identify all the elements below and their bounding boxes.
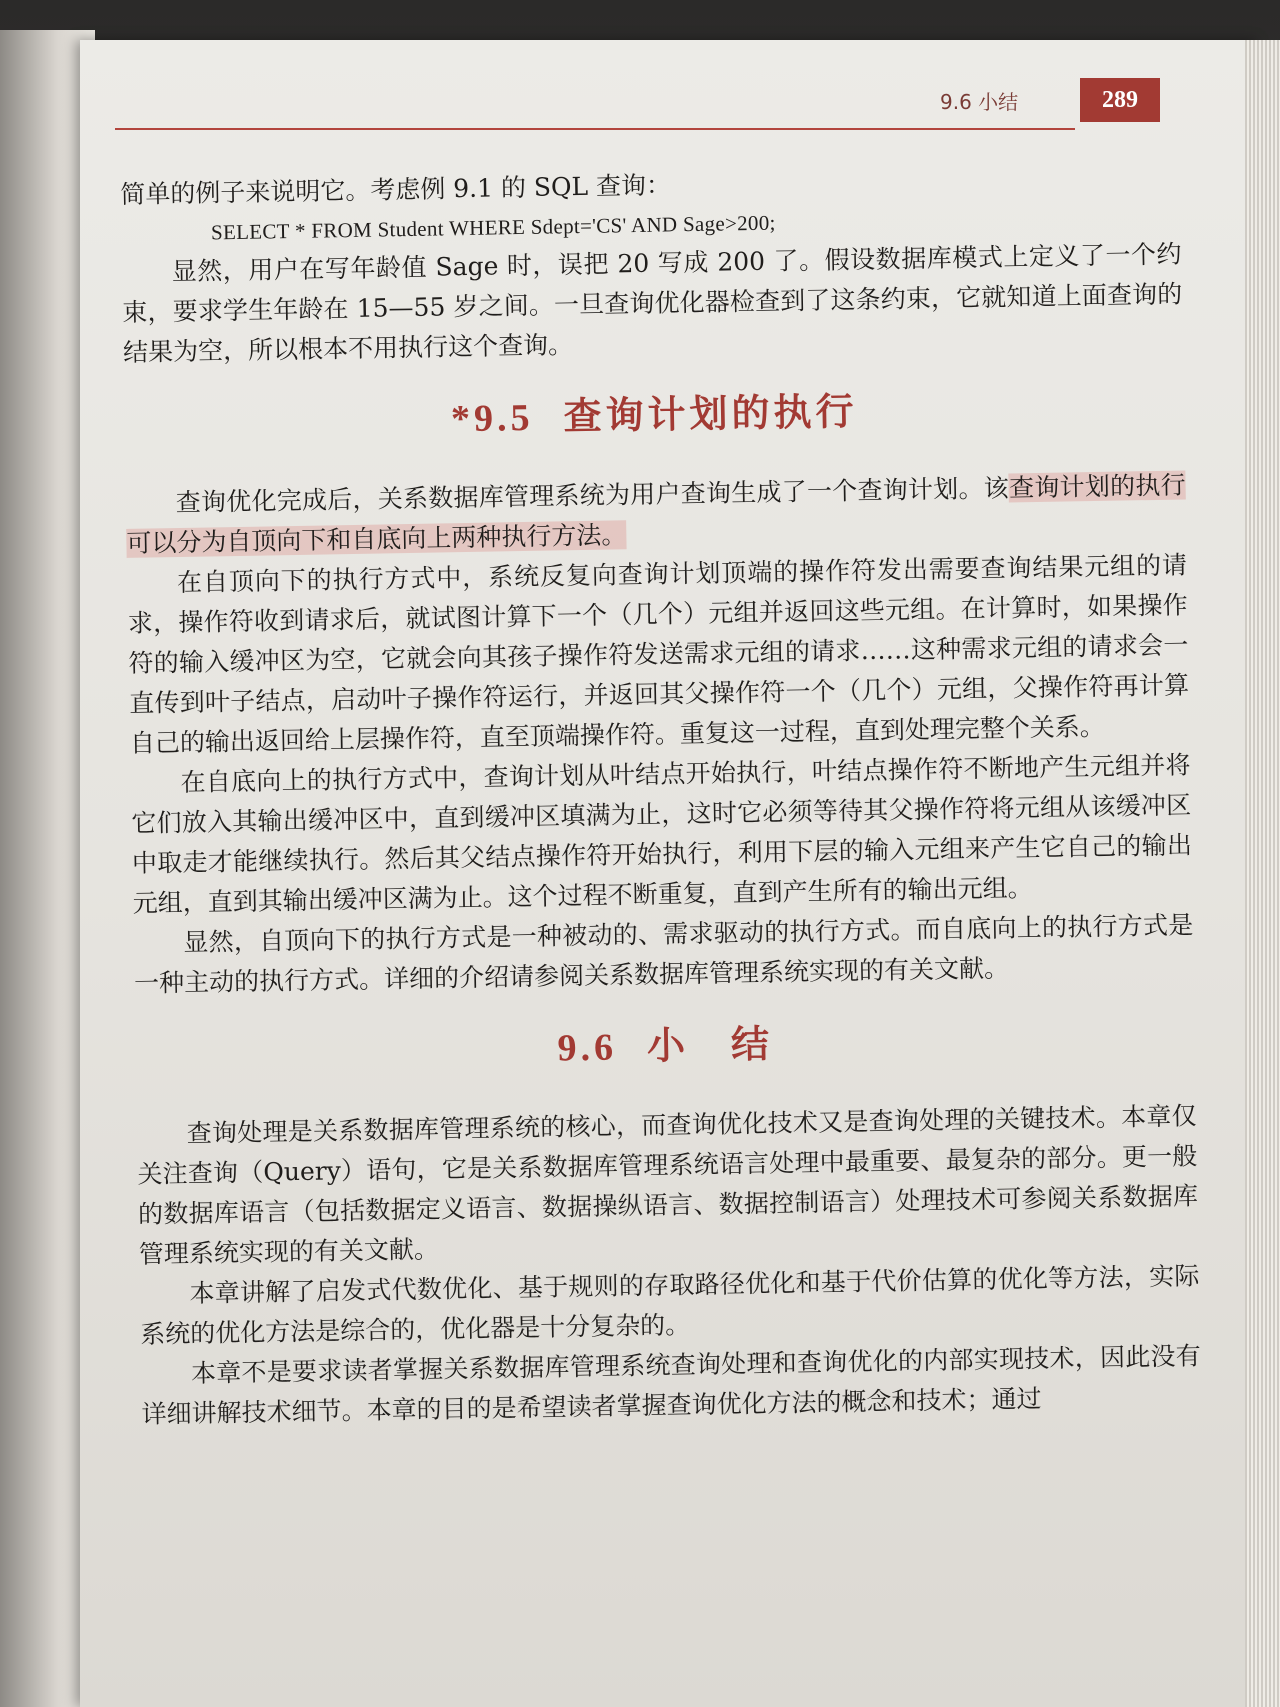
intro-paragraph: 显然，用户在写年龄值 Sage 时，误把 20 写成 200 了。假设数据库模式上定义了一个约束，要求学生年龄在 15—55 岁之间。一旦查询优化器检查到了这条约束，它就知道上面查询的结果为空，所以根本不用执行这个查询。 (122, 239, 1183, 367)
sql-query: SELECT * FROM Student WHERE Sdept='CS' AND Sage>200; (210, 210, 776, 245)
section-9-5-paragraph-3: 在自底向上的执行方式中，查询计划从叶结点开始执行，叶结点操作符不断地产生元组并将它们放入其输出缓冲区中，直到缓冲区填满为止，这时它必须等待其父操作符将元组从该缓冲区中取走才能继续执行。然后其父结点操作符开始执行，利用下层的输入元组来产生它自己的输出元组，直到其输出缓冲区满为止。这个过程不断重复，直到产生所有的输出元组。 (131, 750, 1193, 918)
section-9-6-paragraph-3: 本章不是要求读者掌握关系数据库管理系统查询处理和查询优化的内部实现技术，因此没有详细讲解技术细节。本章的目的是希望读者掌握查询优化方法的概念和技术；通过 (141, 1341, 1202, 1429)
page-edges (1245, 40, 1280, 1707)
section-9-6-paragraph-1: 查询处理是关系数据库管理系统的核心，而查询优化技术又是查询处理的关键技术。本章仅关注查询（Query）语句，它是关系数据库管理系统语言处理中最重要、最复杂的部分。更一般的数据库语言（包括数据定义语言、数据操纵语言、数据控制语言）处理技术可参阅关系数据库管理系统实现的有关文献。 (137, 1101, 1199, 1269)
page-header (840, 78, 1160, 124)
running-head: 9.6 小结 (940, 90, 1019, 114)
section-9-6-heading (135, 1011, 1196, 1080)
section-title: 小 结 (646, 1021, 774, 1068)
section-number: *9.5 (450, 396, 534, 441)
intro-lead: 简单的例子来说明它。考虑例 9.1 的 SQL 查询： (120, 170, 672, 209)
paragraph-text: 查询优化完成后，关系数据库管理系统为用户查询生成了一个查询计划。该 (175, 473, 1010, 518)
section-9-5-paragraph-4: 显然，自顶向下的执行方式是一种被动的、需求驱动的执行方式。而自底向上的执行方式是一种主动的执行方式。详细的介绍请参阅关系数据库管理系统实现的有关文献。 (133, 910, 1194, 998)
section-number: 9.6 (557, 1026, 618, 1070)
section-9-5-paragraph-2: 在自顶向下的执行方式中，系统反复向查询计划顶端的操作符发出需要查询结果元组的请求，操作符收到请求后，就试图计算下一个（几个）元组并返回这些元组。在计算时，如果操作符的输入缓冲区为空，它就会向其孩子操作符发送需求元组的请求……这种需求元组的请求会一直传到叶子结点，启动叶子操作符运行，并返回其父操作符一个（几个）元组，父操作符再计算自己的输出返回给上层操作符，直至顶端操作符。重复这一过程，直到处理完整个关系。 (127, 550, 1190, 758)
section-9-5-heading (124, 380, 1185, 449)
page-number: 289 (1080, 78, 1160, 122)
section-title: 查询计划的执行 (563, 389, 858, 439)
highlighted-text: 查询计划的执行可以分为自顶向下和自底向上两种执行方法。 (126, 470, 1186, 558)
page-content (120, 157, 1202, 1435)
section-9-6-paragraph-2: 本章讲解了启发式代数优化、基于规则的存取路径优化和基于代价估算的优化等方法，实际系统的优化方法是综合的，优化器是十分复杂的。 (139, 1261, 1200, 1349)
header-rule (115, 128, 1075, 130)
